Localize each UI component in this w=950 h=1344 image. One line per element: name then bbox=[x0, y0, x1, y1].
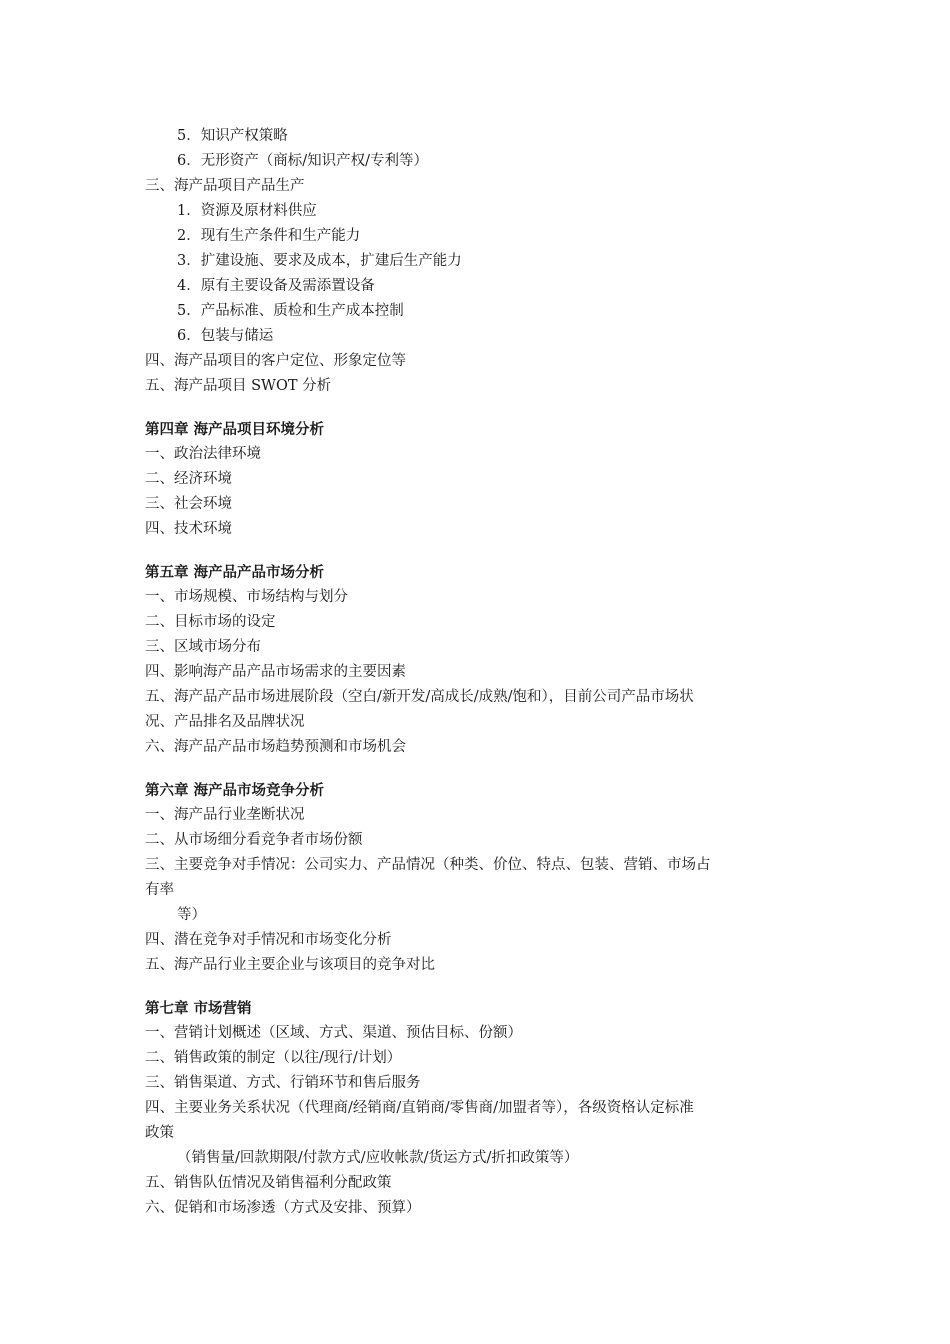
list-item-continuation: （销售量/回款期限/付款方式/应收帐款/货运方式/折扣政策等） bbox=[177, 1150, 579, 1166]
chapter-6 bbox=[145, 778, 810, 978]
list-item: 三、主要竞争对手情况：公司实力、产品情况（种类、价位、特点、包装、营销、市场占 bbox=[145, 857, 711, 873]
list-item: 6．无形资产（商标/知识产权/专利等） bbox=[177, 153, 428, 169]
list-item: 一、海产品行业垄断状况 bbox=[145, 807, 305, 823]
list-item: 四、主要业务关系状况（代理商/经销商/直销商/零售商/加盟者等），各级资格认定标准 bbox=[145, 1100, 694, 1116]
list-item: 二、目标市场的设定 bbox=[145, 614, 276, 630]
section-3-tail bbox=[145, 124, 810, 399]
document-body bbox=[145, 124, 810, 1221]
list-item: 四、技术环境 bbox=[145, 521, 232, 537]
list-item-continuation: 等） bbox=[177, 907, 206, 923]
list-item: 二、经济环境 bbox=[145, 471, 232, 487]
list-item: 1．资源及原材料供应 bbox=[177, 203, 317, 219]
list-item: 一、政治法律环境 bbox=[145, 446, 261, 462]
list-item: 三、区域市场分布 bbox=[145, 639, 261, 655]
list-item: 5．产品标准、质检和生产成本控制 bbox=[177, 303, 404, 319]
list-item-continuation: 政策 bbox=[145, 1125, 174, 1141]
list-item: 三、销售渠道、方式、行销环节和售后服务 bbox=[145, 1075, 421, 1091]
list-item: 3．扩建设施、要求及成本，扩建后生产能力 bbox=[177, 253, 462, 269]
list-item-continuation: 况、产品排名及品牌状况 bbox=[145, 714, 305, 730]
list-item: 三、海产品项目产品生产 bbox=[145, 178, 305, 194]
list-item-continuation: 有率 bbox=[145, 882, 174, 898]
list-item: 五、海产品行业主要企业与该项目的竞争对比 bbox=[145, 957, 435, 973]
list-item: 2．现有生产条件和生产能力 bbox=[177, 228, 361, 244]
list-item: 6．包装与储运 bbox=[177, 328, 274, 344]
list-item: 四、海产品项目的客户定位、形象定位等 bbox=[145, 353, 406, 369]
list-item: 六、促销和市场渗透（方式及安排、预算） bbox=[145, 1200, 421, 1216]
list-item: 四、影响海产品产品市场需求的主要因素 bbox=[145, 664, 406, 680]
chapter-heading: 第四章 海产品项目环境分析 bbox=[145, 421, 325, 438]
chapter-heading: 第五章 海产品产品市场分析 bbox=[145, 564, 325, 581]
list-item: 三、社会环境 bbox=[145, 496, 232, 512]
list-item: 五、海产品项目 SWOT 分析 bbox=[145, 378, 332, 394]
chapter-4 bbox=[145, 417, 810, 542]
list-item: 二、从市场细分看竞争者市场份额 bbox=[145, 832, 363, 848]
list-item: 五、海产品产品市场进展阶段（空白/新开发/高成长/成熟/饱和），目前公司产品市场状 bbox=[145, 689, 694, 705]
list-item: 一、营销计划概述（区域、方式、渠道、预估目标、份额） bbox=[145, 1025, 522, 1041]
chapter-heading: 第七章 市场营销 bbox=[145, 1000, 252, 1017]
list-item: 四、潜在竞争对手情况和市场变化分析 bbox=[145, 932, 392, 948]
chapter-5 bbox=[145, 560, 810, 760]
list-item: 五、销售队伍情况及销售福利分配政策 bbox=[145, 1175, 392, 1191]
chapter-heading: 第六章 海产品市场竞争分析 bbox=[145, 782, 325, 799]
list-item: 5．知识产权策略 bbox=[177, 128, 288, 144]
list-item: 一、市场规模、市场结构与划分 bbox=[145, 589, 348, 605]
list-item: 4．原有主要设备及需添置设备 bbox=[177, 278, 375, 294]
list-item: 六、海产品产品市场趋势预测和市场机会 bbox=[145, 739, 406, 755]
chapter-7 bbox=[145, 996, 810, 1221]
list-item: 二、销售政策的制定（以往/现行/计划） bbox=[145, 1050, 402, 1066]
